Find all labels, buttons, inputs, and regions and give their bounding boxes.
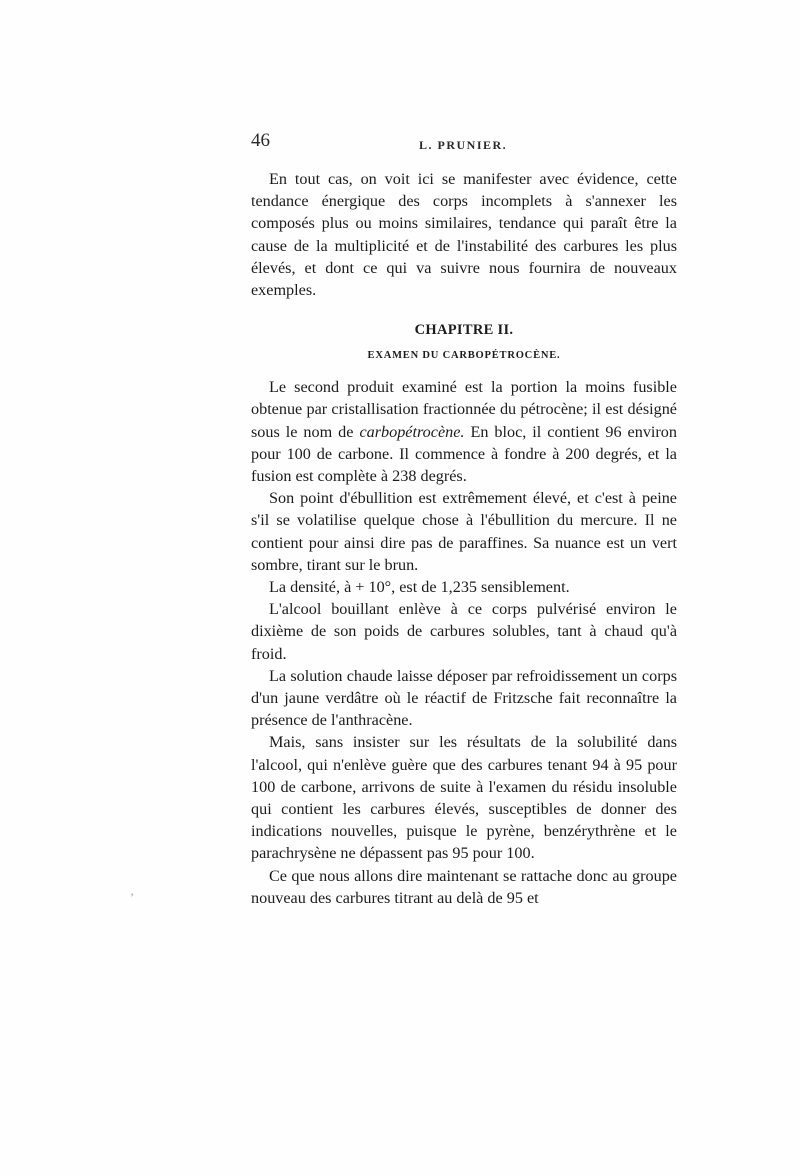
paragraph-text: Ce que nous allons dire maintenant se rattache donc au groupe nouveau des carbures titrant au delà de 95 et xyxy=(251,866,677,907)
chapter-subtitle: EXAMEN DU CARBOPÉTROCÈNE. xyxy=(367,350,561,362)
paragraph-text: Mais, sans insister sur les résultats de la solubilité dans l'alcool, qui n'enlève guère que des carbures tenant 94 à 95 pour 100 de carbone, arrivons de suite à l'examen du résidu insoluble qui contient les carbures élevés, susceptibles de donner des indications nouvelles, puisque le pyrène, benzérythrène et le parachrysène ne dépassent pas 95 pour 100. xyxy=(251,733,677,863)
paragraph xyxy=(251,731,677,864)
intro-paragraph: En tout cas, on voit ici se manifester avec évidence, cette tendance énergique des corps incomplets à s'annexer les composés plus ou moins similaires, tendance qui paraît être la cause de la multiplicité et de l'instabilité des carbures les plus élevés, et dont ce qui va suivre nous fournira de nouveaux exemples. xyxy=(251,170,677,300)
paragraph xyxy=(251,576,677,598)
paragraph-text: La solution chaude laisse déposer par refroidissement un corps d'un jaune verdâtre où le réactif de Fritzsche fait reconnaître la présence de l'anthracène. xyxy=(251,666,677,730)
body-text xyxy=(251,168,677,909)
page-header xyxy=(251,130,677,160)
paragraph xyxy=(251,487,677,576)
chapter-title: CHAPITRE II. xyxy=(414,322,514,339)
paragraph-text: Le second produit examiné est la portion la moins fusible obtenue par cristallisation fractionnée du pétrocène; il est désigné sous le nom de xyxy=(251,378,677,441)
paragraph-text: En bloc, il contient 96 environ pour 100 de carbone. Il commence à fondre à 200 degrés, et la fusion est complète à 238 degrés. xyxy=(251,422,677,486)
stray-ink-mark: ’ xyxy=(130,890,134,904)
paragraph-emphasis: carbopétrocène. xyxy=(359,422,465,441)
paragraph-text: L'alcool bouillant enlève à ce corps pulvérisé environ le dixième de son poids de carbures solubles, tant à chaud qu'à froid. xyxy=(251,600,677,663)
paragraph xyxy=(251,376,677,487)
paragraph xyxy=(251,665,677,732)
paragraph xyxy=(251,598,677,665)
paragraph-text: La densité, à + 10°, est de 1,235 sensiblement. xyxy=(269,578,570,597)
paragraph-text: Son point d'ébullition est extrêmement élevé, et c'est à peine s'il se volatilise quelque chose à l'ébullition du mercure. Il ne contient pour ainsi dire pas de paraffines. Sa nuance est un vert sombre, tirant sur le brun. xyxy=(251,489,677,574)
page-number: 46 xyxy=(251,130,270,151)
running-head: L. PRUNIER. xyxy=(419,138,508,152)
paragraph xyxy=(251,865,677,909)
